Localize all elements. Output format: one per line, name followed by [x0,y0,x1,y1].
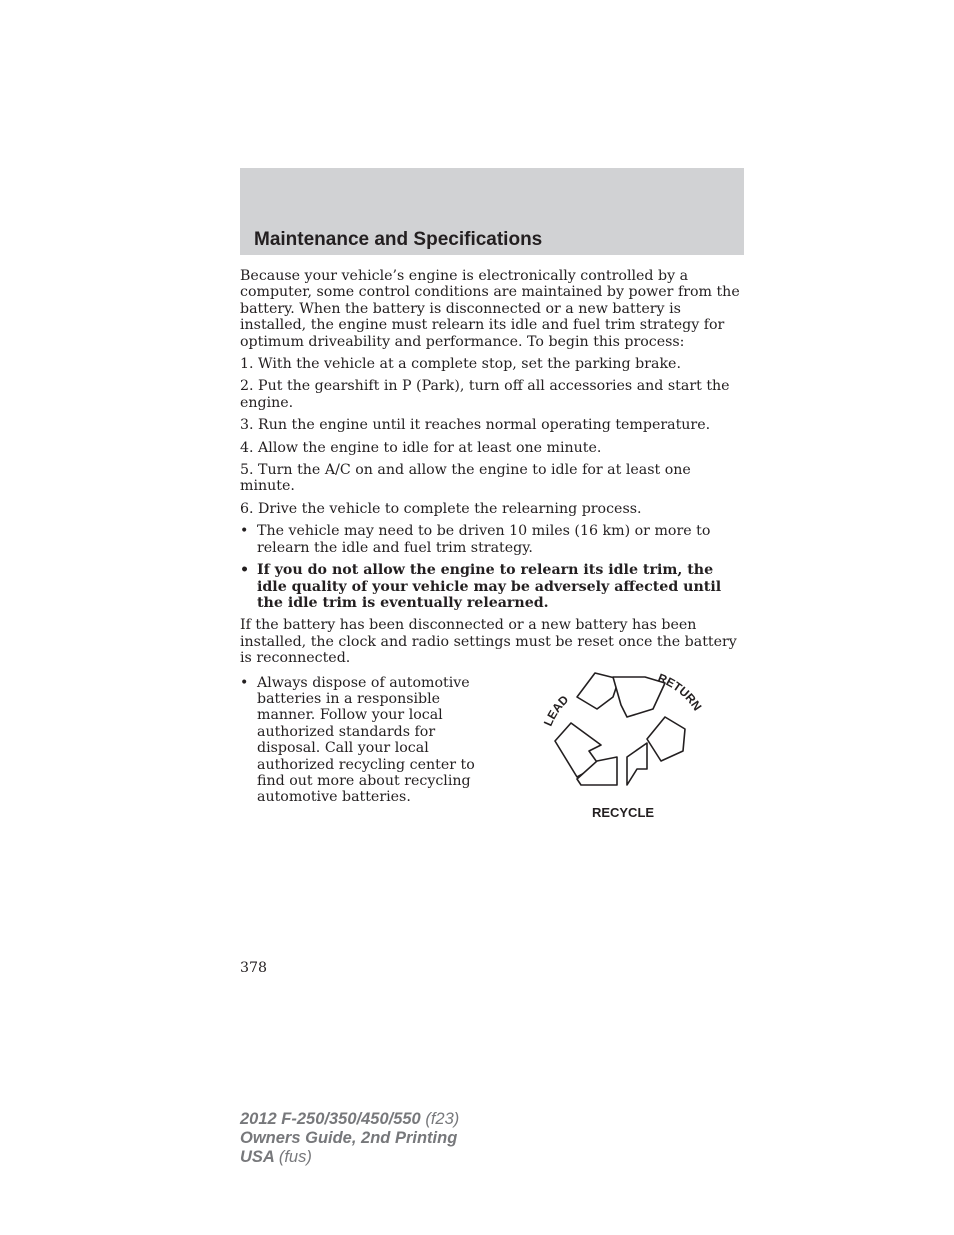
bullet-mark: • [240,562,250,579]
footer-model: 2012 F-250/350/450/550 [240,1110,421,1128]
return-label: RETURN [655,670,705,713]
step-item: 5. Turn the A/C on and allow the engine to idle for at least one minute. [240,462,691,495]
footer-line-2: Owners Guide, 2nd Printing [240,1129,458,1147]
recycle-arrow-right-head [627,743,647,785]
footer-region-code: (fus) [278,1148,312,1166]
dispose-bullet-text: Always dispose of automotive batteries in a responsible manner. Follow your local authorized standards for disposal. Call your local authorized recycling center to find out more about recycling automotive batteries. [257,674,475,806]
footer-line-1 [240,1110,459,1129]
lead-label: LEAD [540,692,572,728]
step-item: 4. Allow the engine to idle for at least one minute. [240,439,602,456]
warning-bullet-item [240,562,744,611]
page-content [240,268,744,845]
recycle-arrow-right-tail [647,717,685,761]
bullet-mark: • [240,674,249,691]
footer-region: USA [240,1148,275,1166]
footer [240,1110,459,1167]
step-item: 6. Drive the vehicle to complete the relearning process. [240,500,642,517]
bullet-text: The vehicle may need to be driven 10 miles (16 km) or more to relearn the idle and fuel trim strategy. [257,523,711,556]
recycle-label: RECYCLE [591,804,655,820]
warning-bullet-text: If you do not allow the engine to relearn its idle trim, the idle quality of your vehicle may be adversely affected until the idle trim is eventually relearned. [257,562,722,611]
page-number: 378 [240,960,268,976]
section-header [240,168,744,255]
reset-note-paragraph: If the battery has been disconnected or a new battery has been installed, the clock and radio settings must be reset once the battery is reconnected. [240,617,737,667]
bullet-item [240,523,744,556]
recycle-arrows-icon [535,667,725,837]
footer-line-3 [240,1148,459,1167]
section-title: Maintenance and Specifications [254,229,543,250]
step-item: 1. With the vehicle at a complete stop, set the parking brake. [240,356,681,373]
bullet-mark: • [240,523,249,540]
step-item: 3. Run the engine until it reaches normal operating temperature. [240,417,711,434]
intro-paragraph: Because your vehicle’s engine is electronically controlled by a computer, some control conditions are maintained by power from the battery. When the battery is disconnected or a new battery is installed, the engine must relearn its idle and fuel trim strategy for optimum driveability and performance. To begin this process: [240,268,740,350]
recycle-section [240,670,744,845]
footer-model-code: (f23) [425,1110,460,1128]
step-item: 2. Put the gearshift in P (Park), turn off all accessories and start the engine. [240,378,730,411]
dispose-bullet-item [240,675,497,806]
